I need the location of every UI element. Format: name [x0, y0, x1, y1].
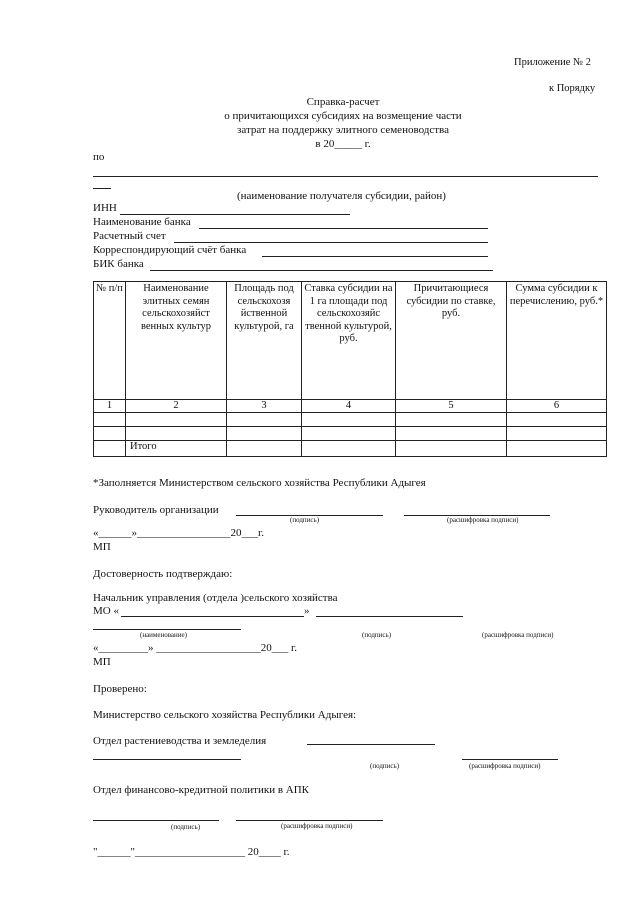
- col-header: Площадь под сельскохозя йственной культурой, га: [227, 282, 302, 400]
- mo-name-line: [121, 616, 304, 617]
- chief-label: Начальник управления (отдела )сельского хозяйства: [93, 592, 338, 604]
- bank-name-label: Наименование банка: [93, 216, 191, 228]
- head-signature-caption: (подпись): [290, 516, 320, 524]
- column-number: 5: [396, 400, 507, 413]
- confirm-signature-caption: (подпись): [362, 631, 392, 639]
- column-number: 1: [94, 400, 126, 413]
- to-order: к Порядку: [549, 83, 596, 94]
- name-caption: (наименование): [140, 631, 187, 639]
- dept1-decryption-caption: (расшифровка подписи): [469, 762, 541, 770]
- dept2-signature-caption: (подпись): [171, 823, 201, 831]
- confirm-date: «_________» ___________________20___ г.: [93, 642, 298, 654]
- po-label: по: [93, 151, 105, 163]
- bank-name-line: [199, 228, 488, 229]
- footnote: *Заполняется Министерством сельского хозяйства Республики Адыгея: [93, 477, 426, 489]
- dept1-label: Отдел растениеводства и земледелия: [93, 735, 267, 747]
- dept2-decryption-line: [236, 820, 383, 821]
- inn-label: ИНН: [93, 202, 117, 214]
- head-org-label: Руководитель организации: [93, 504, 219, 516]
- recipient-line-2: [93, 188, 111, 189]
- dept2-decryption-caption: (расшифровка подписи): [281, 822, 353, 830]
- dept1-signature-line: [307, 744, 435, 745]
- head-decryption-caption: (расшифровка подписи): [447, 516, 519, 524]
- dept2-signature-line: [93, 820, 219, 821]
- account-label: Расчетный счет: [93, 230, 166, 242]
- bik-label: БИК банка: [93, 258, 144, 270]
- column-number: 4: [302, 400, 396, 413]
- head-mp: МП: [93, 541, 111, 553]
- total-row: [94, 441, 607, 457]
- mo-extra-line: [316, 616, 463, 617]
- col-header: Причитающиеся субсидии по ставке, руб.: [396, 282, 507, 400]
- mo-name-line-2: [93, 629, 241, 630]
- confirm-mp: МП: [93, 656, 111, 668]
- column-number: 2: [126, 400, 227, 413]
- dept1-decryption-line: [462, 759, 558, 760]
- corr-account-line: [262, 256, 488, 257]
- dept1-extra-line: [93, 759, 241, 760]
- checked-label: Проверено:: [93, 683, 147, 695]
- col-header: № п/п: [94, 282, 126, 400]
- table-header-row: [94, 282, 607, 400]
- mo-close: »: [304, 605, 310, 617]
- column-number: 6: [507, 400, 607, 413]
- title-line-4: в 20_____ г.: [315, 138, 371, 150]
- title-line-1: Справка-расчет: [306, 96, 380, 108]
- checked-date: "______"____________________ 20____ г.: [93, 846, 290, 858]
- head-date: «______»_________________20___г.: [93, 527, 265, 539]
- column-number: 3: [227, 400, 302, 413]
- inn-line: [120, 214, 350, 215]
- col-header: Наименование элитных семян сельскохозяйст венных культур: [126, 282, 227, 400]
- table-row: [94, 427, 607, 441]
- recipient-caption: (наименование получателя субсидии, район): [237, 190, 446, 202]
- subsidy-table: [93, 281, 607, 457]
- dept1-signature-caption: (подпись): [370, 762, 400, 770]
- title-line-2: о причитающихся субсидиях на возмещение части: [224, 110, 462, 122]
- corr-account-label: Корреспондирующий счёт банка: [93, 244, 247, 256]
- total-label: Итого: [126, 441, 227, 457]
- title-line-3: затрат на поддержку элитного семеноводства: [237, 124, 449, 136]
- dept2-label: Отдел финансово-кредитной политики в АПК: [93, 784, 310, 796]
- col-header: Сумма субсидии к перечислению, руб.*: [507, 282, 607, 400]
- column-numbers-row: [94, 400, 607, 413]
- confirm-label: Достоверность подтверждаю:: [93, 568, 233, 580]
- bik-line: [150, 270, 493, 271]
- confirm-decryption-caption: (расшифровка подписи): [482, 631, 554, 639]
- ministry-label: Министерство сельского хозяйства Республики Адыгея:: [93, 709, 357, 721]
- appendix-number: Приложение № 2: [514, 57, 591, 68]
- recipient-line: [93, 176, 598, 177]
- account-line: [174, 242, 488, 243]
- mo-label: МО «: [93, 605, 119, 617]
- col-header: Ставка субсидии на 1 га площади под сельскохозяйс твенной культурой, руб.: [302, 282, 396, 400]
- table-row: [94, 413, 607, 427]
